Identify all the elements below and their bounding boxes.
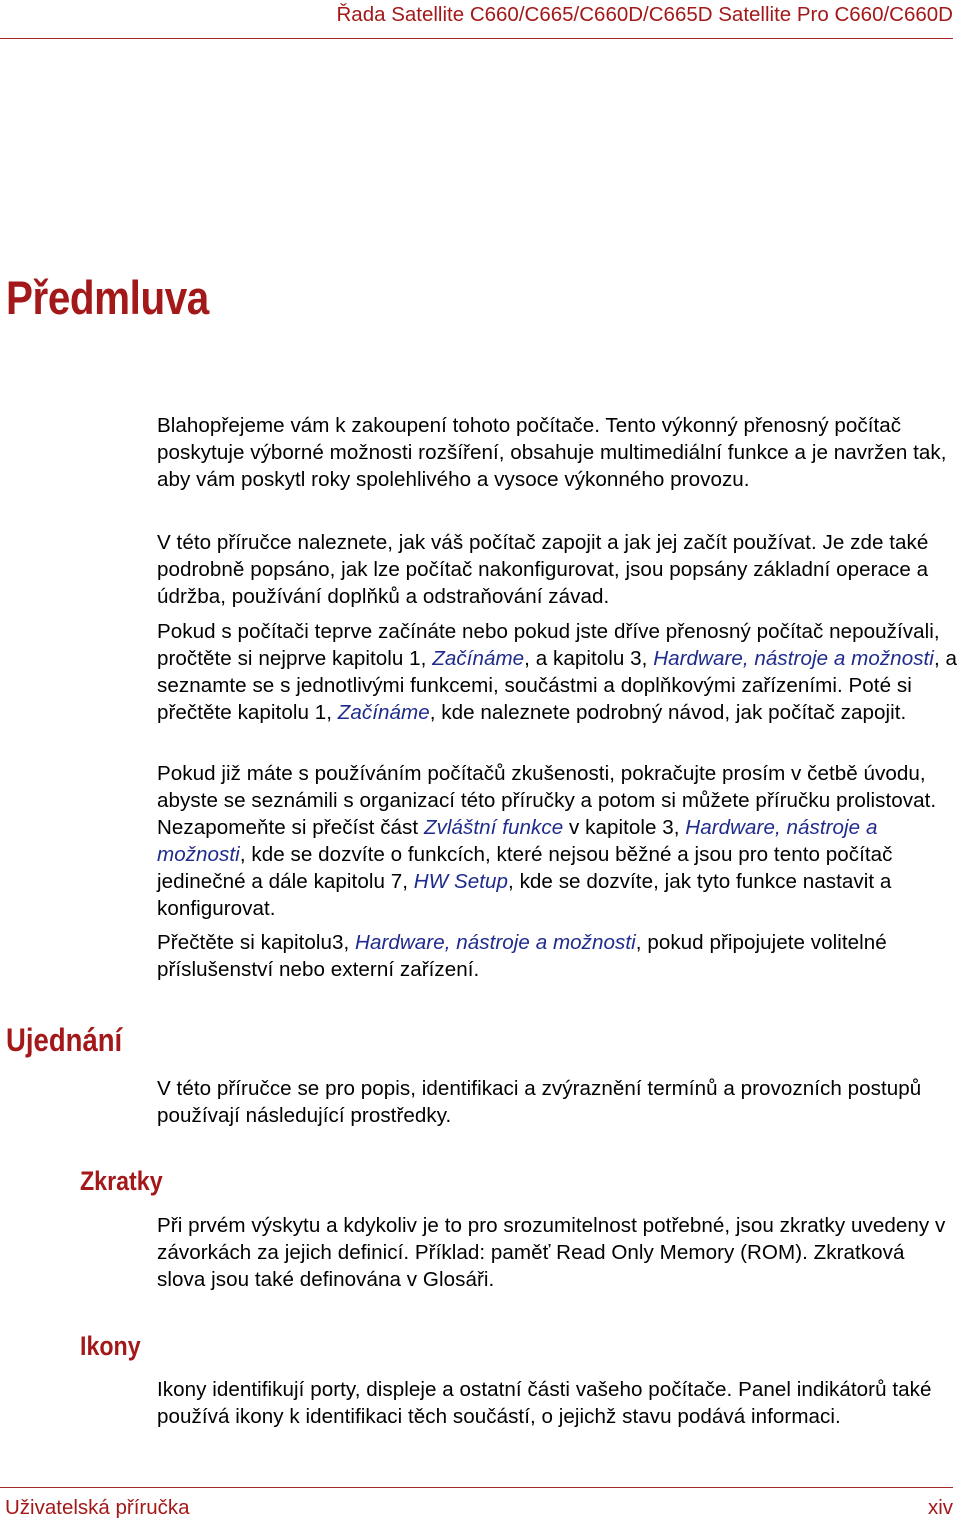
text: , a seznamte se s jednotlivými funkcemi, součástmi a doplňkovými zařízeními. Poté si přečtěte kapitolu 1, [157,647,957,724]
text: Přečtěte si kapitolu3, [157,931,356,954]
link-hardware[interactable]: Hardware, nástroje a možnosti [653,647,934,670]
text: , kde se dozvíte, jak tyto funkce nastavit a konfigurovat. [157,870,892,920]
text: , kde se dozvíte o funkcích, které nejsou běžné a jsou pro tento počítač jedinečné a dále kapitolu 7, [157,843,893,893]
paragraph-zkratky: Při prvém výskytu a kdykoliv je to pro srozumitelnost potřebné, jsou zkratky uvedeny v závorkách za jejich definicí. Příklad: paměť Read Only Memory (ROM). Zkratková slova jsou také definována v Glosáři. [157,1214,946,1291]
page-number: xiv [927,1496,953,1519]
paragraph-ujednani: V této příručce se pro popis, identifikaci a zvýraznění termínů a provozních postupů používají následující prostředky. [157,1077,922,1127]
page-footer [0,1487,953,1519]
heading-predmluva: Předmluva [6,271,209,324]
link-zaciname[interactable]: Začínáme [337,701,430,724]
link-hw-setup[interactable]: HW Setup [413,870,509,893]
text: Pokud s počítači teprve začínáte nebo pokud jste dříve přenosný počítač nepoužívali, pročtěte si nejprve kapitolu 1, [157,620,940,670]
link-zvlastni-funkce[interactable]: Zvláštní funkce [423,816,564,839]
footer-manual-title: Uživatelská příručka [5,1496,190,1519]
paragraph-intro: Blahopřejeme vám k zakoupení tohoto počítače. Tento výkonný přenosný počítač poskytuje výborné možnosti rozšíření, obsahuje multimediální funkce a je navržen tak, aby vám poskytl roky spolehlivého a vysoce výkonného provozu. [157,414,947,491]
text: , a kapitolu 3, [524,647,654,670]
text: v kapitole 3, [563,816,686,839]
heading-ikony: Ikony [80,1331,141,1361]
paragraph-ikony: Ikony identifikují porty, displeje a ostatní části vašeho počítače. Panel indikátorů také používá ikony k identifikaci těch součástí, o jejichž stavu podává informaci. [157,1378,932,1428]
text: Pokud již máte s používáním počítačů zkušenosti, pokračujte prosím v četbě úvodu, abyste se seznámili s organizací této příručky a potom si můžete příručku prolistovat. Nezapomeňte si přečíst část [157,762,937,839]
heading-ujednani: Ujednání [6,1022,123,1058]
link-zaciname[interactable]: Začínáme [432,647,525,670]
paragraph-experienced [157,760,957,922]
link-hardware[interactable]: Hardware, nástroje a možnosti [157,816,878,866]
paragraph-beginners [157,618,957,726]
paragraph-accessories [157,929,957,983]
header-title: Řada Satellite C660/C665/C660D/C665D Satellite Pro C660/C660D [336,3,953,26]
heading-zkratky: Zkratky [80,1166,163,1196]
text: , kde naleznete podrobný návod, jak počítač zapojit. [429,701,907,724]
link-hardware[interactable]: Hardware, nástroje a možnosti [355,931,636,954]
paragraph-guide: V této příručce naleznete, jak váš počítač zapojit a jak jej začít používat. Je zde také podrobně popsáno, jak lze počítač nakonfigurovat, jsou popsány základní operace a údržba, používání doplňků a odstraňování závad. [157,531,929,608]
page-header [0,0,953,39]
text: , pokud připojujete volitelné příslušenství nebo externí zařízení. [157,931,887,981]
